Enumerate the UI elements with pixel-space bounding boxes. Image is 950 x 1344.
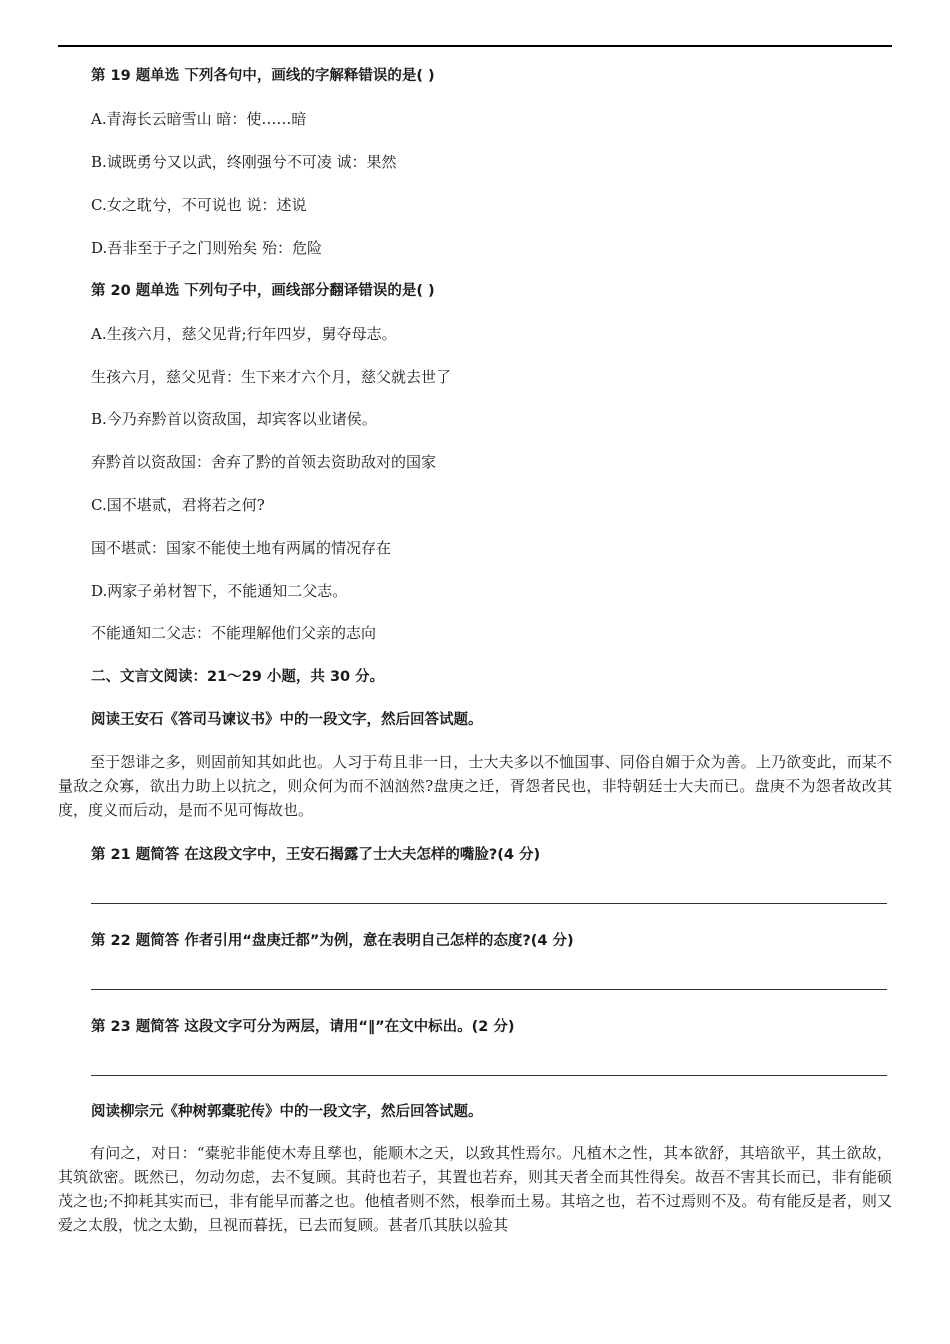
q20-option-a-translation: 生孩六月，慈父见背：生下来才六个月，慈父就去世了 [91,368,452,386]
q20-option-a: A.生孩六月，慈父见背;行年四岁，舅夺母志。 [91,325,397,343]
q20-option-d-translation: 不能通知二父志：不能理解他们父亲的志向 [91,624,377,642]
passage-1-text: 至于怨诽之多，则固前知其如此也。人习于苟且非一日，士大夫多以不恤国事、同俗自媚于众为善。上乃欲变此，而某不量敌之众寡，欲出力助上以抗之，则众何为而不汹汹然?盘庚之迁，胥怨者民也，非特朝廷士大夫而已。盘庚不为怨者故改其度，度义而后动，是而不见可悔故也。 [58,753,892,819]
q20-option-d: D.两家子弟材智下，不能通知二父志。 [91,582,348,600]
q19-option-b: B.诚既勇兮又以武，终刚强兮不可凌 诚：果然 [91,153,397,171]
passage-2-text: 有问之，对日：“橐驼非能使木寿且孳也，能顺木之天，以致其性焉尔。凡植木之性，其本欲舒，其培欲平，其土欲故，其筑欲密。既然已，勿动勿虑，去不复顾。其莳也若子，其置也若弃，则其天者全而其性得矣。故吾不害其长而已，非有能硕茂之也;不抑耗其实而已，非有能早而蕃之也。他植者则不然，根拳而土易。其培之也，若不过焉则不及。苟有能反是者，则又爱之太殷，忧之太勤，旦视而暮抚，已去而复顾。甚者爪其肤以验其 [58,1144,892,1234]
question-20-title: 第 20 题单选 下列句子中，画线部分翻译错误的是( ) [91,283,435,299]
question-23: 第 23 题简答 这段文字可分为两层，请用“‖”在文中标出。(2 分) [91,1019,515,1035]
question-22: 第 22 题简答 作者引用“盘庚迁都”为例，意在表明自己怎样的态度?(4 分) [91,933,574,949]
q20-option-c-translation: 国不堪贰：国家不能使土地有两属的情况存在 [91,539,392,557]
passage-2-intro: 阅读柳宗元《种树郭橐驼传》中的一段文字，然后回答试题。 [91,1104,483,1120]
q21-answer-line[interactable] [91,903,887,904]
passage-1-intro: 阅读王安石《答司马谏议书》中的一段文字，然后回答试题。 [91,712,483,728]
q19-option-a: A.青海长云暗雪山 暗：使……暗 [91,110,307,128]
top-rule [58,45,892,47]
q19-option-c: C.女之耽兮，不可说也 说：述说 [91,196,307,214]
question-21: 第 21 题简答 在这段文字中，王安石揭露了士大夫怎样的嘴脸?(4 分) [91,847,541,863]
q20-option-b-translation: 弃黔首以资敌国：舍弃了黔的首领去资助敌对的国家 [91,453,437,471]
q19-option-d: D.吾非至于子之门则殆矣 殆：危险 [91,239,323,257]
q20-option-b: B.今乃弃黔首以资敌国，却宾客以业诸侯。 [91,410,377,428]
q20-option-c: C.国不堪贰，君将若之何? [91,496,265,514]
question-19-title: 第 19 题单选 下列各句中，画线的字解释错误的是( ) [91,68,435,84]
q23-answer-line[interactable] [91,1075,887,1076]
q22-answer-line[interactable] [91,989,887,990]
section-2-heading: 二、文言文阅读：21～29 小题，共 30 分。 [91,669,385,685]
